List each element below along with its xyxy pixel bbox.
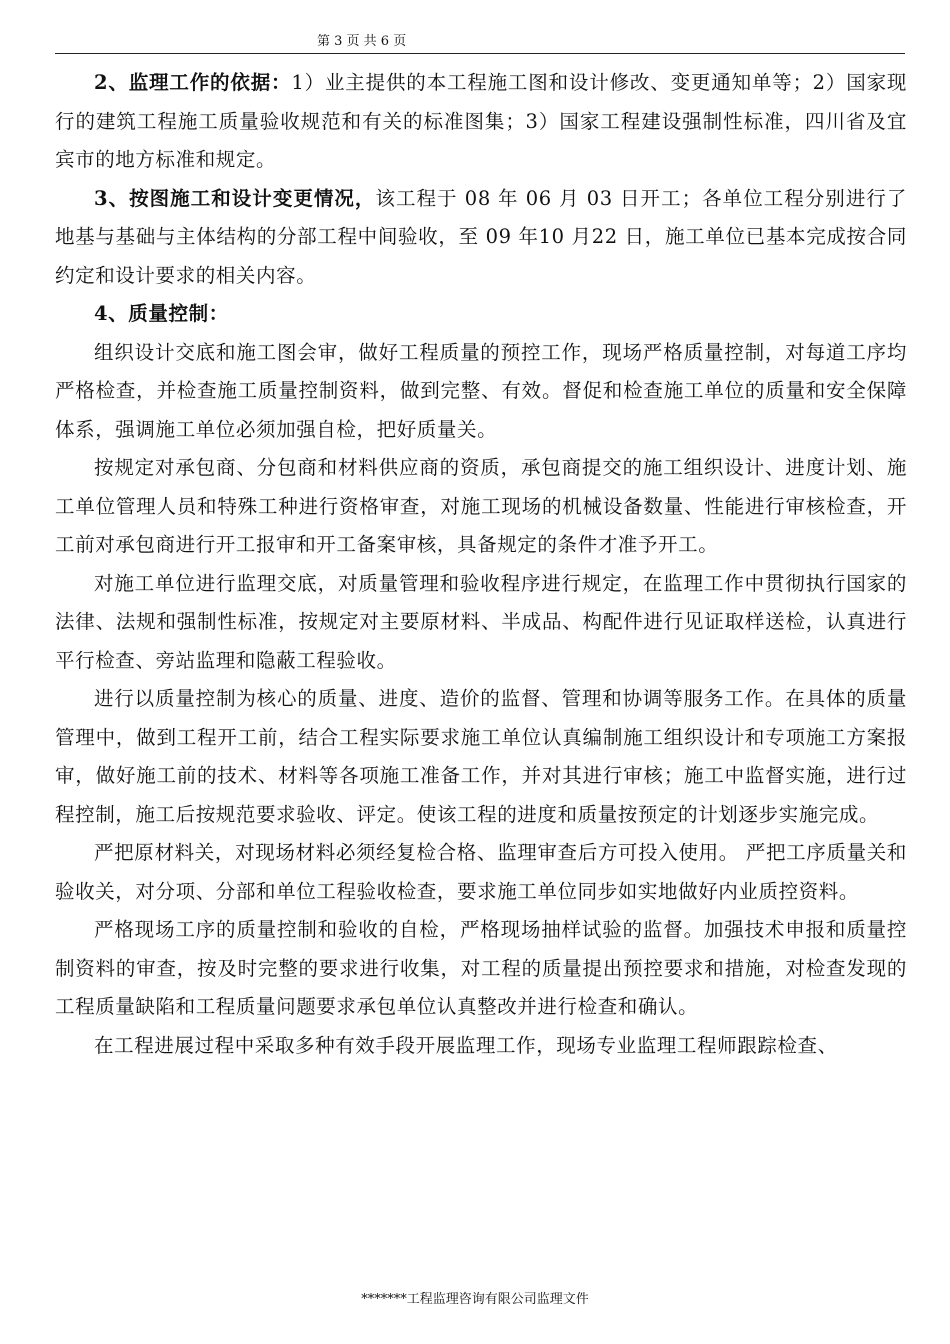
- paragraph-text: 1）业主提供的本工程施工图和设计修改、变更通知单等；2）国家现行的建筑工程施工质量验收规范和有关的标准图集；3）国家工程建设强制性标准，四川省及宜宾市的地方标准和规定。: [55, 71, 907, 171]
- document-body: [55, 64, 907, 1065]
- paragraph: 严把原材料关，对现场材料必须经复检合格、监理审查后方可投入使用。 严把工序质量关和验收关，对分项、分部和单位工程验收检查，要求施工单位同步如实地做好内业质控资料。: [55, 841, 907, 903]
- paragraph: 严格现场工序的质量控制和验收的自检，严格现场抽样试验的监督。加强技术申报和质量控制资料的审查，按及时完整的要求进行收集，对工程的质量提出预控要求和措施，对检查发现的工程质量缺陷和工程质量问题要求承包单位认真整改并进行检查和确认。: [55, 918, 907, 1018]
- paragraph: 对施工单位进行监理交底，对质量管理和验收程序进行规定，在监理工作中贯彻执行国家的法律、法规和强制性标准，按规定对主要原材料、半成品、构配件进行见证取样送检，认真进行平行检查、旁站监理和隐蔽工程验收。: [55, 571, 907, 672]
- section-heading-basis: 2、监理工作的依据：: [94, 71, 292, 94]
- section-heading-changes: 3、按图施工和设计变更情况，: [94, 186, 376, 210]
- page-indicator: 第 3 页 共 6 页: [317, 34, 407, 49]
- page-footer: *******工程监理咨询有限公司监理文件: [361, 1292, 589, 1307]
- paragraph: 组织设计交底和施工图会审，做好工程质量的预控工作，现场严格质量控制，对每道工序均严格检查，并检查施工质量控制资料，做到完整、有效。督促和检查施工单位的质量和安全保障体系，强调施工单位必须加强自检，把好质量关。: [55, 340, 907, 441]
- paragraph: 进行以质量控制为核心的质量、进度、造价的监督、管理和协调等服务工作。在具体的质量管理中，做到工程开工前，结合工程实际要求施工单位认真编制施工组织设计和专项施工方案报审，做好施工前的技术、材料等各项施工准备工作，并对其进行审核；施工中监督实施，进行过程控制，施工后按规范要求验收、评定。使该工程的进度和质量按预定的计划逐步实施完成。: [55, 687, 907, 826]
- paragraph-basis: [55, 64, 907, 180]
- section-heading-quality-control: 4、质量控制：: [94, 302, 229, 325]
- paragraph-construction-changes: [55, 180, 907, 296]
- page-header: [55, 0, 905, 54]
- paragraph: 按规定对承包商、分包商和材料供应商的资质，承包商提交的施工组织设计、进度计划、施工单位管理人员和特殊工种进行资格审查，对施工现场的机械设备数量、性能进行审核检查，开工前对承包商进行开工报审和开工备案审核，具备规定的条件才准予开工。: [55, 456, 907, 556]
- paragraph-text: 该工程于 08 年 06 月 03 日开工；各单位工程分别进行了地基与基础与主体结构的分部工程中间验收，至 09 年10 月22 日，施工单位已基本完成按合同约定和设计要求的相关内容。: [55, 186, 907, 287]
- paragraph: 在工程进展过程中采取多种有效手段开展监理工作，现场专业监理工程师跟踪检查、: [94, 1033, 838, 1057]
